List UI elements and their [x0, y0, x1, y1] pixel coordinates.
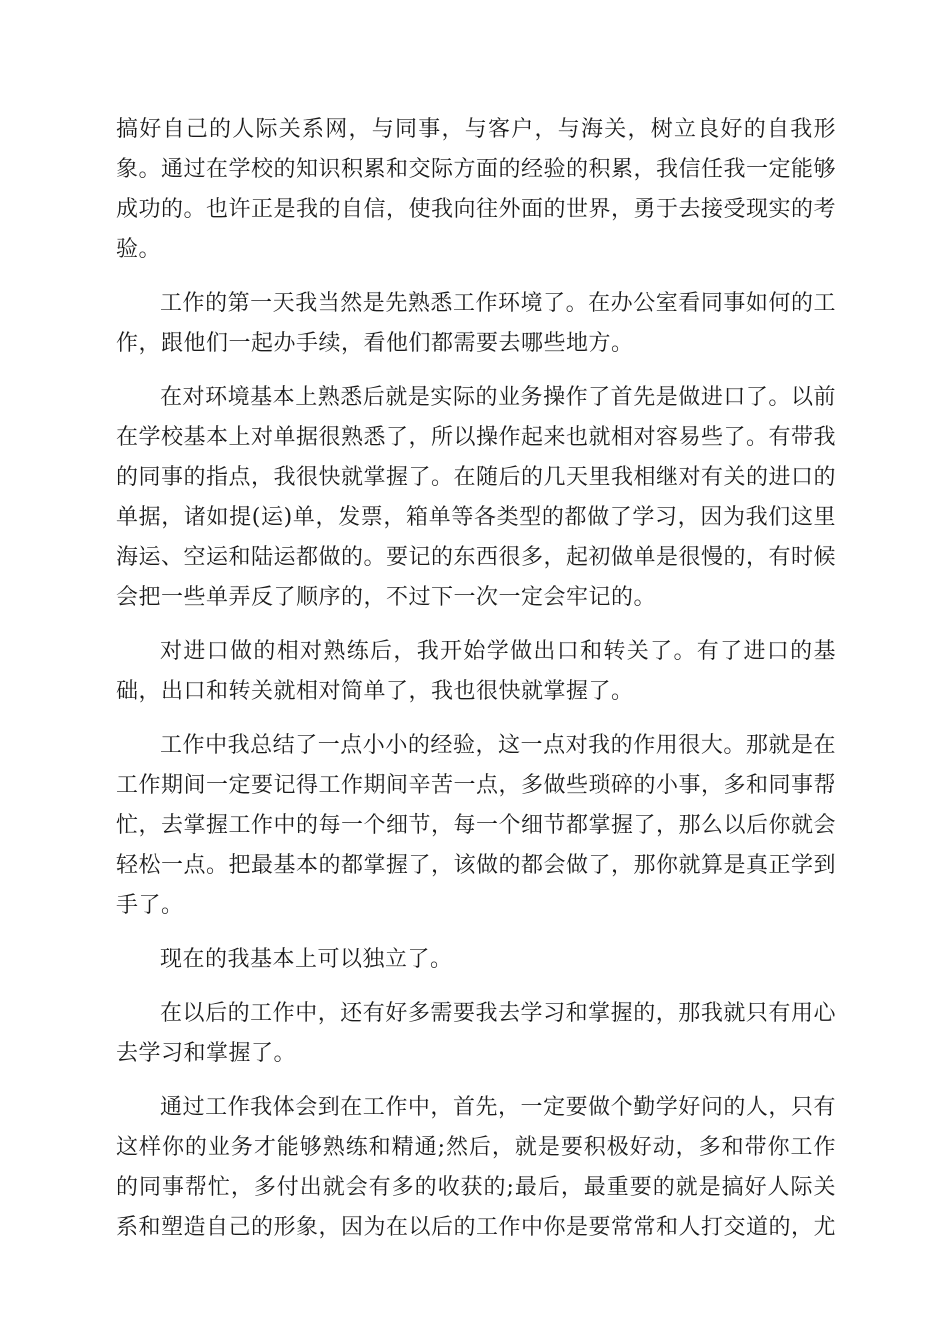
document-body — [116, 110, 836, 1262]
paragraph-experience: 工作中我总结了一点小小的经验，这一点对我的作用很大。那就是在工作期间一定要记得工作期间辛苦一点，多做些琐碎的小事，多和同事帮忙，去掌握工作中的每一个细节，每一个细节都掌握了，那么以后你就会轻松一点。把最基本的都掌握了，该做的都会做了，那你就算是真正学到手了。 — [116, 733, 837, 918]
paragraph-reflection: 通过工作我体会到在工作中，首先，一定要做个勤学好问的人，只有这样你的业务才能够熟练和精通;然后，就是要积极好动，多和带你工作的同事帮忙，多付出就会有多的收获的;最后，最重要的就是搞好人际关系和塑造自己的形象，因为在以后的工作中你是要常常和人打交道的，尤 — [116, 1095, 837, 1240]
paragraph-export-transit: 对进口做的相对熟练后，我开始学做出口和转关了。有了进口的基础，出口和转关就相对简单了，我也很快就掌握了。 — [116, 639, 836, 704]
paragraph-continued: 搞好自己的人际关系网，与同事，与客户，与海关，树立良好的自我形象。通过在学校的知识积累和交际方面的经验的积累，我信任我一定能够成功的。也许正是我的自信，使我向往外面的世界，勇于去接受现实的考验。 — [116, 117, 837, 262]
paragraph-future-learning: 在以后的工作中，还有好多需要我去学习和掌握的，那我就只有用心去学习和掌握了。 — [116, 1001, 836, 1066]
paragraph-import-operations: 在对环境基本上熟悉后就是实际的业务操作了首先是做进口了。以前在学校基本上对单据很熟悉了，所以操作起来也就相对容易些了。有带我的同事的指点，我很快就掌握了。在随后的几天里我相继对有关的进口的单据，诸如提(运)单，发票，箱单等各类型的都做了学习，因为我们这里海运、空运和陆运都做的。要记的东西很多，起初做单是很慢的，有时候会把一些单弄反了顺序的，不过下一次一定会牢记的。 — [116, 385, 837, 610]
paragraph-first-day: 工作的第一天我当然是先熟悉工作环境了。在办公室看同事如何的工作，跟他们一起办手续，看他们都需要去哪些地方。 — [116, 291, 836, 356]
paragraph-independent: 现在的我基本上可以独立了。 — [160, 947, 453, 972]
